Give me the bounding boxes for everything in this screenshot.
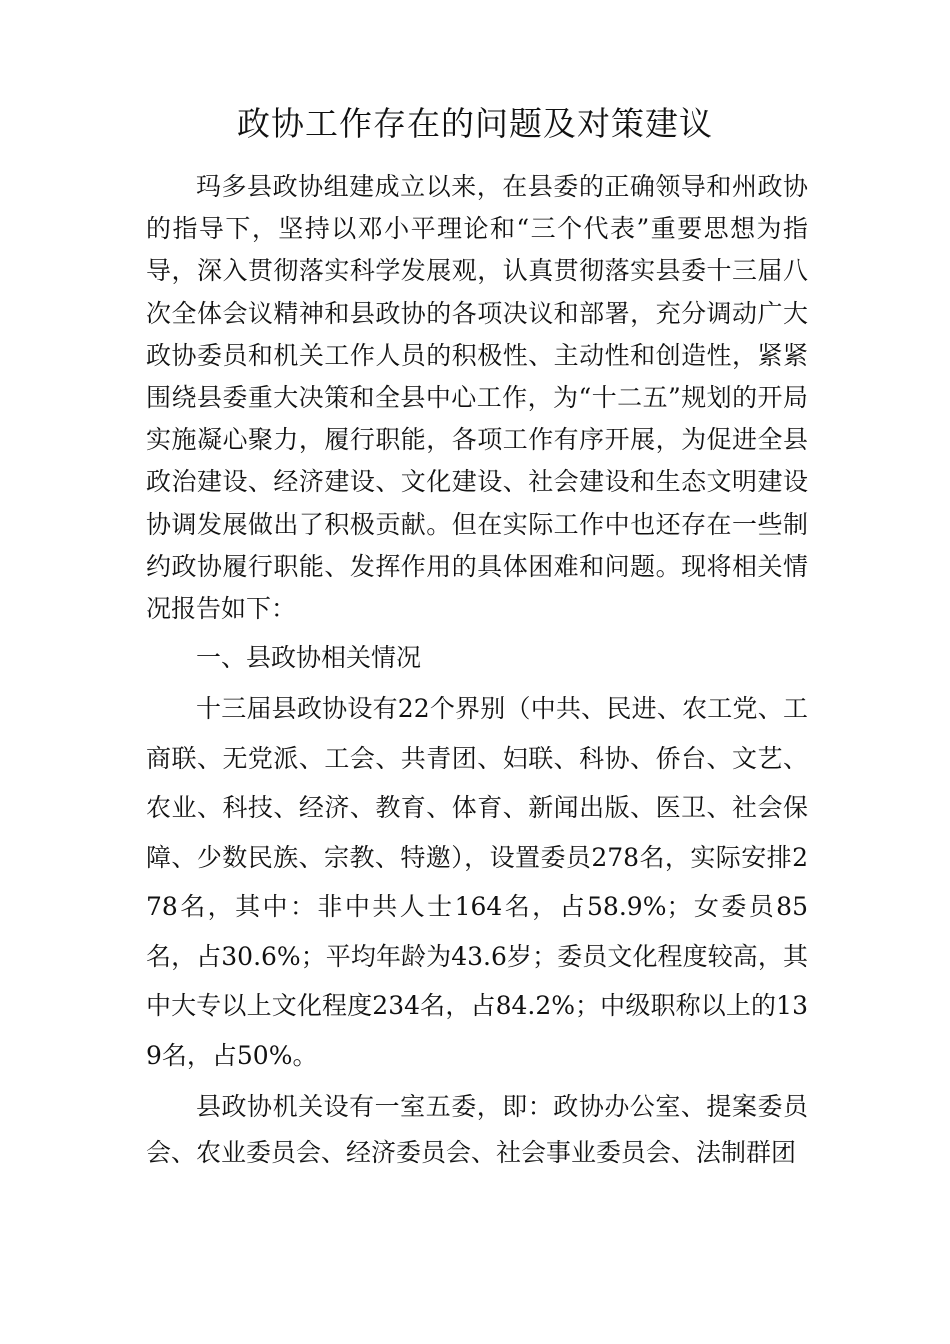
organization-paragraph: 县政协机关设有一室五委，即：政协办公室、提案委员会、农业委员会、经济委员会、社会事业委员会、法制群团 <box>146 1092 808 1167</box>
committee-stats-paragraph: 十三届县政协设有22个界别（中共、民进、农工党、工商联、无党派、工会、共青团、妇联、科协、侨台、文艺、农业、科技、经济、教育、体育、新闻出版、医卫、社会保障、少数民族、宗教、特邀），设置委员278名，实际安排278名，其中：非中共人士164名，占58.9%；女委员85名，占30.6%；平均年龄为43.6岁；委员文化程度较高，其中大专以上文化程度234名，占84.2%；中级职称以上的139名，占50%。 <box>146 694 808 1070</box>
intro-paragraph: 玛多县政协组建成立以来，在县委的正确领导和州政协的指导下，坚持以邓小平理论和“三个代表”重要思想为指导，深入贯彻落实科学发展观，认真贯彻落实县委十三届八次全体会议精神和县政协的各项决议和部署，充分调动广大政协委员和机关工作人员的积极性、主动性和创造性，紧紧围绕县委重大决策和全县中心工作，为“十二五”规划的开局实施凝心聚力，履行职能，各项工作有序开展，为促进全县政治建设、经济建设、文化建设、社会建设和生态文明建设协调发展做出了积极贡献。但在实际工作中也还存在一些制约政协履行职能、发挥作用的具体困难和问题。现将相关情况报告如下： <box>146 172 808 624</box>
section-heading: 一、县政协相关情况 <box>196 643 422 672</box>
document-title: 政协工作存在的问题及对策建议 <box>237 104 713 143</box>
